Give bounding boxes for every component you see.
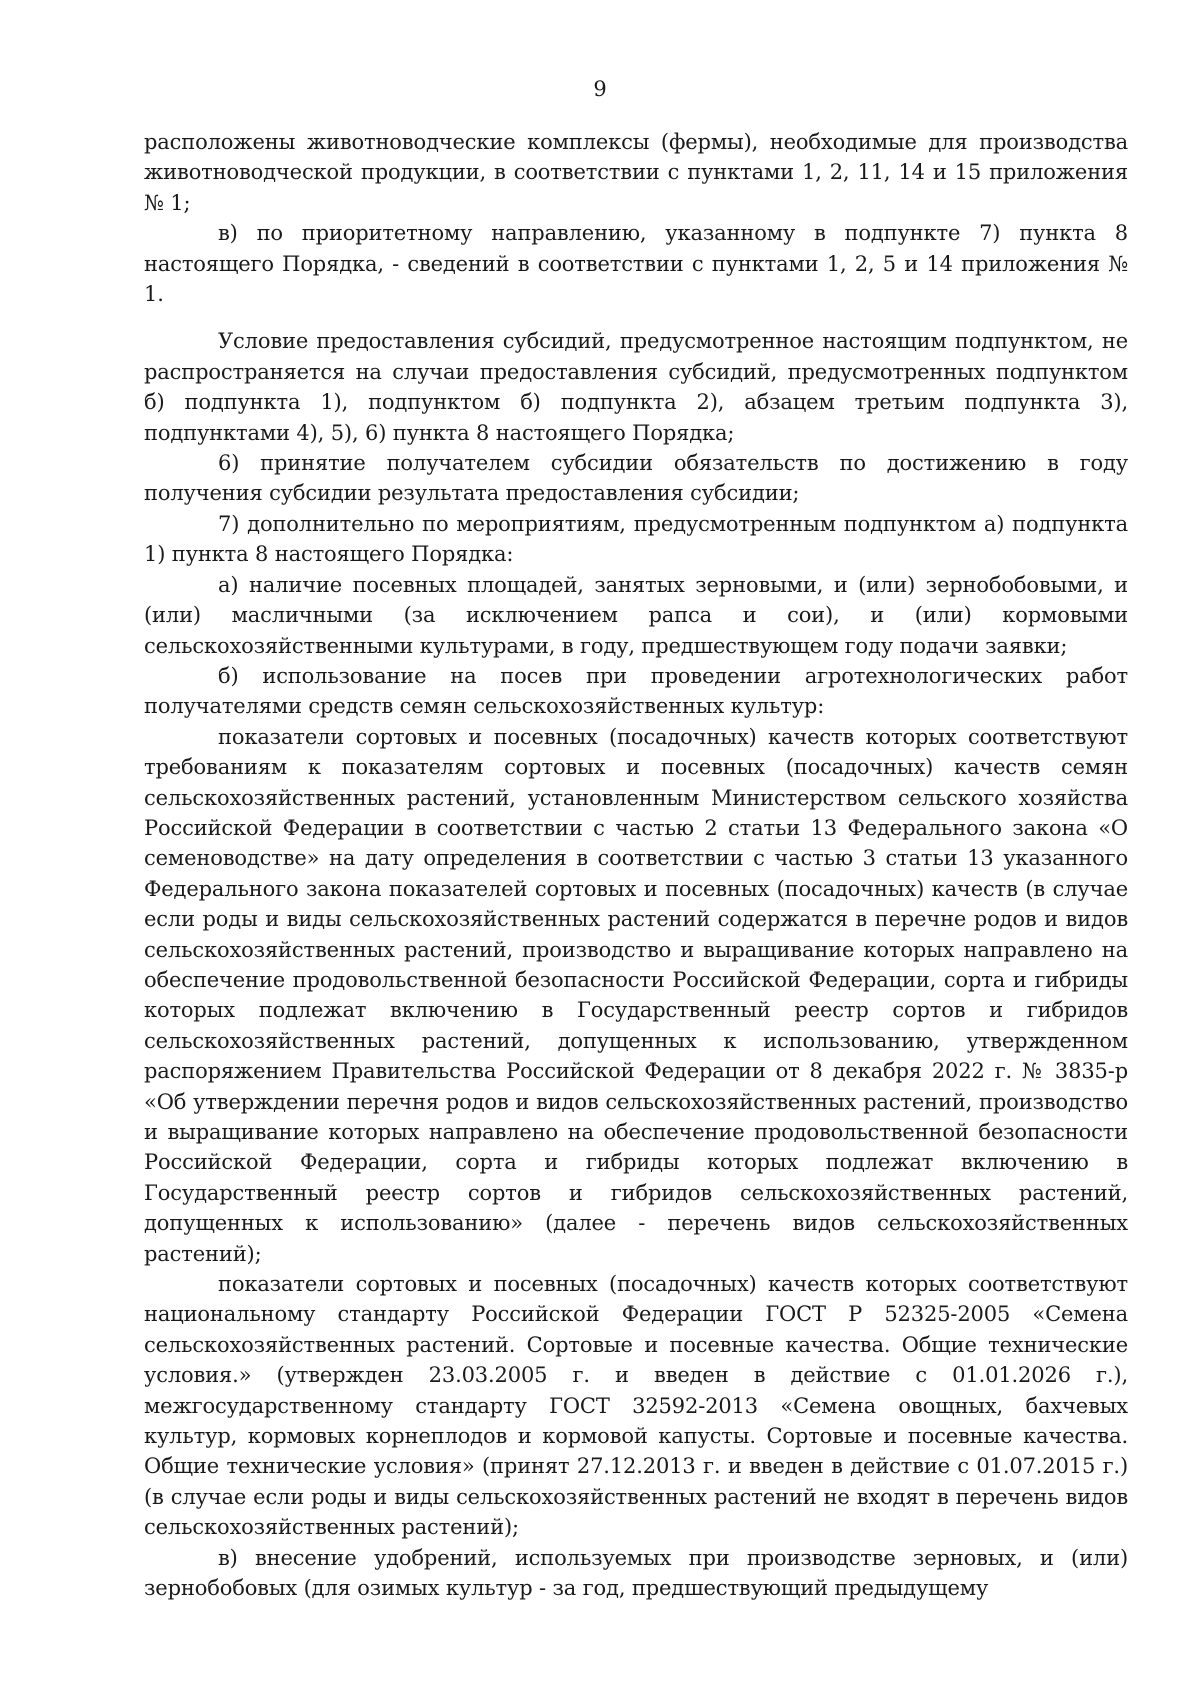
paragraph-subsidy-condition: Условие предоставления субсидий, предусмотренное настоящим подпунктом, не распространяется на случаи предоставления субсидий, предусмотренных подпунктом б) подпункта 1), подпунктом б) подпункта 2), абзацем третьим подпункта 3), подпунктами 4), 5), 6) пункта 8 настоящего Порядка; xyxy=(144,329,1128,445)
paragraph-item-6: 6) принятие получателем субсидии обязательств по достижению в году получения субсидии результата предоставления субсидии; xyxy=(144,451,1128,506)
paragraph-item-7: 7) дополнительно по мероприятиям, предусмотренным подпунктом а) подпункта 1) пункта 8 настоящего Порядка: xyxy=(144,511,1128,567)
paragraph-continuation: расположены животноводческие комплексы (фермы), необходимые для производства животноводческой продукции, в соответствии с пунктами 1, 2, 11, 14 и 15 приложения № 1; xyxy=(144,130,1128,215)
document-body xyxy=(144,127,1128,1604)
paragraph-item-b-seeds: б) использование на посев при проведении агротехнологических работ получателями средств семян сельскохозяйственных культур: xyxy=(144,663,1128,719)
paragraph-seed-quality-requirements: показатели сортовых и посевных (посадочных) качеств которых соответствуют требованиям к показателям сортовых и посевных (посадочных) качеств семян сельскохозяйственных растений, установленным Министерством сельского хозяйства Российской Федерации в соответствии с частью 2 статьи 13 Федерального закона «О семеноводстве» на дату определения в соответствии с частью 3 статьи 13 указанного Федерального закона показателей сортовых и посевных (посадочных) качеств (в случае если роды и виды сельскохозяйственных растений содержатся в перечне родов и видов сельскохозяйственных растений, производство и выращивание которых направлено на обеспечение продовольственной безопасности Российской Федерации, сорта и гибриды которых подлежат включению в Государственный реестр сортов и гибридов сельскохозяйственных растений, допущенных к использованию, утвержденном распоряжением Правительства Российской Федерации от 8 декабря 2022 г. № 3835-р «Об утверждении перечня родов и видов сельскохозяйственных растений, производство и выращивание которых направлено на обеспечение продовольственной безопасности Российской Федерации, сорта и гибриды которых подлежат включению в Государственный реестр сортов и гибридов сельскохозяйственных растений, допущенных к использованию» (далее - перечень видов сельскохозяйственных растений); xyxy=(144,724,1128,1266)
paragraph-item-v-fertilizers: в) внесение удобрений, используемых при производстве зерновых, и (или) зернобобовых (для озимых культур - за год, предшествующий предыдущему xyxy=(144,1545,1128,1601)
paragraph-seed-quality-standards: показатели сортовых и посевных (посадочных) качеств которых соответствуют национальному стандарту Российской Федерации ГОСТ Р 52325-2005 «Семена сельскохозяйственных растений. Сортовые и посевные качества. Общие технические условия.» (утвержден 23.03.2005 г. и введен в действие с 01.01.2026 г.), межгосударственному стандарту ГОСТ 32592-2013 «Семена овощных, бахчевых культур, кормовых корнеплодов и кормовой капусты. Сортовые и посевные качества. Общие технические условия» (принят 27.12.2013 г. и введен в действие с 01.07.2015 г.) (в случае если роды и виды сельскохозяйственных растений не входят в перечень видов сельскохозяйственных растений); xyxy=(144,1272,1128,1540)
paragraph-item-a-sown-areas: а) наличие посевных площадей, занятых зерновыми, и (или) зернобобовыми, и (или) масличными (за исключением рапса и сои), и (или) кормовыми сельскохозяйственными культурами, в году, предшествующем году подачи заявки; xyxy=(144,572,1128,658)
page-number: 9 xyxy=(593,77,607,101)
paragraph-item-v-priority: в) по приоритетному направлению, указанному в подпункте 7) пункта 8 настоящего Порядка, - сведений в соответствии с пунктами 1, 2, 5 и 14 приложения № 1. xyxy=(144,221,1128,307)
